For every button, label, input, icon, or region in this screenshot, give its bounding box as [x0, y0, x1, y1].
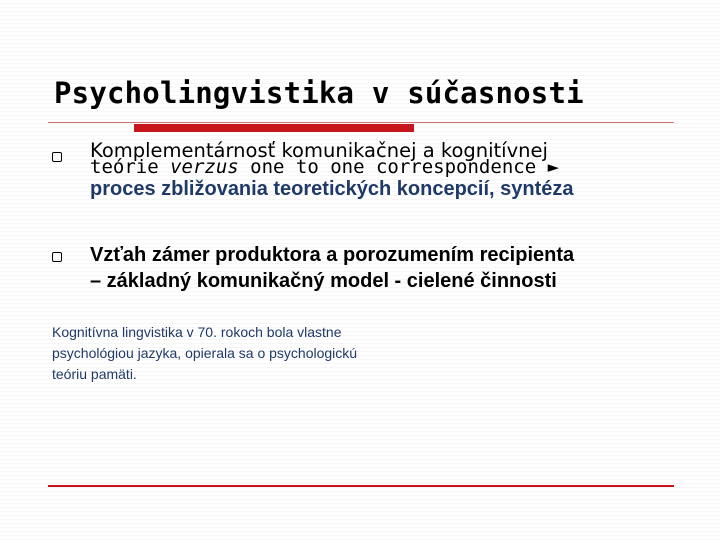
slide-title: Psycholingvistika v súčasnosti: [54, 76, 584, 110]
bullet-1-line-2: [90, 156, 690, 178]
bullet-square-icon: [52, 152, 62, 162]
bullet-2-line-2: – základný komunikačný model - cielené činnosti: [90, 270, 557, 292]
bullet-1-line-1: Komplementárnosť komunikačnej a kognitívnej: [90, 139, 548, 162]
bullet-square-icon: [52, 252, 62, 262]
footnote-text: [52, 322, 472, 385]
bullet-1-italic-word: verzus: [170, 156, 239, 178]
footnote-line-1: Kognitívna lingvistika v 70. rokoch bola vlastne: [52, 324, 342, 340]
bottom-rule: [48, 485, 674, 487]
footnote-line-3: teóriu pamäti.: [52, 366, 137, 382]
bullet-1-line-3: proces zbližovania teoretických koncepcií, syntéza: [90, 178, 574, 200]
title-underline-thin: [48, 122, 674, 123]
bullet-item-2: [90, 242, 690, 294]
bullet-item-1: [90, 139, 690, 202]
footnote-line-2: psychológiou jazyka, opierala sa o psychologickú: [52, 345, 358, 361]
bullet-2-line-1: Vzťah zámer produktora a porozumením recipienta: [90, 244, 575, 266]
bullet-1-line-2a: teórie: [90, 156, 171, 178]
title-underline-accent: [134, 124, 414, 132]
bullet-1-line-2b: one to one correspondence ►: [238, 156, 560, 178]
